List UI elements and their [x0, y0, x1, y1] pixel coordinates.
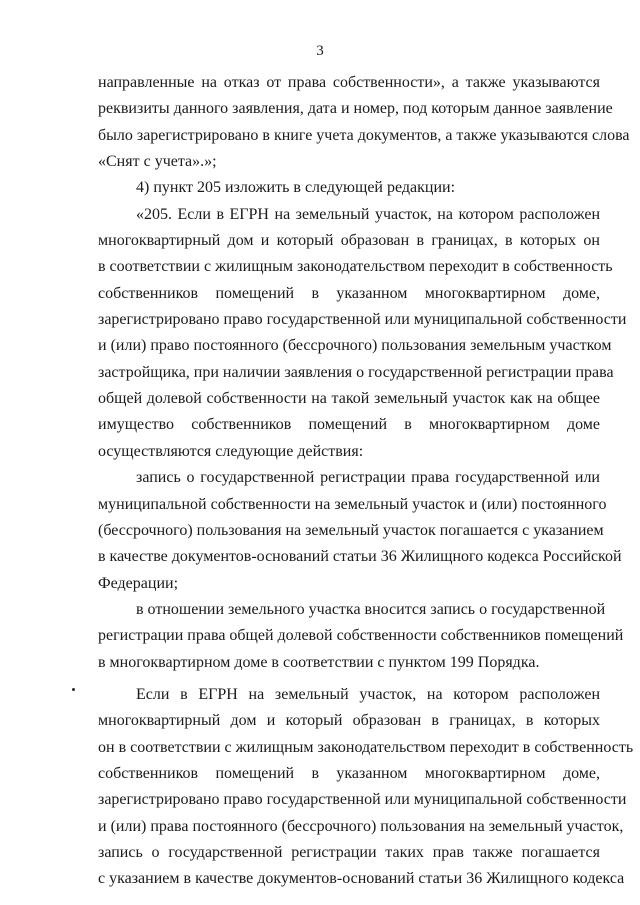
- text-line: в многоквартирном доме в соответствии с пунктом 199 Порядка.: [98, 653, 540, 671]
- text-line: зарегистрировано право государственной или муниципальной собственности: [98, 311, 627, 329]
- text-line: многоквартирный дом и который образован в границах, в которых: [98, 712, 600, 730]
- text-line: и (или) права постоянного (бессрочного) пользования на земельный участок,: [98, 817, 624, 835]
- text-line: «Снят с учета».»;: [98, 153, 217, 171]
- text-line: (бессрочного) пользования на земельный участок погашается с указанием: [98, 521, 604, 539]
- text-line: зарегистрировано право государственной или муниципальной собственности: [98, 791, 627, 809]
- paragraph: [98, 70, 630, 175]
- text-line: запись о государственной регистрации таких прав также погашается: [98, 843, 600, 861]
- text-line: застройщика, при наличии заявления о государственной регистрации права: [98, 363, 614, 381]
- page-number: 3: [316, 43, 324, 59]
- text-line: реквизиты данного заявления, дата и номер, под которым данное заявление: [98, 100, 613, 118]
- text-line: многоквартирный дом и который образован в границах, в которых он: [98, 232, 600, 250]
- text-line: «205. Если в ЕГРН на земельный участок, на котором расположен: [136, 205, 600, 223]
- text-line: 4) пункт 205 изложить в следующей редакции:: [136, 179, 456, 197]
- text-line: в соответствии с жилищным законодательством переходит в собственность: [98, 258, 613, 276]
- text-line: собственников помещений в указанном многоквартирном доме,: [98, 284, 600, 302]
- paragraph: [98, 465, 622, 597]
- text-line: запись о государственной регистрации права государственной или: [136, 469, 600, 487]
- text-line: было зарегистрировано в книге учета документов, а также указываются слова: [98, 126, 630, 144]
- document-body: [98, 70, 634, 893]
- paragraph: [98, 682, 634, 893]
- text-line: осуществляются следующие действия:: [98, 442, 364, 460]
- text-line: регистрации права общей долевой собственности собственников помещений: [98, 627, 624, 645]
- text-line: муниципальной собственности на земельный участок и (или) постоянного: [98, 495, 607, 513]
- text-line: имущество собственников помещений в многоквартирном доме: [98, 416, 600, 434]
- paragraph: [98, 202, 627, 465]
- text-line: с указанием в качестве документов-оснований статьи 36 Жилищного кодекса: [98, 870, 625, 888]
- text-line: собственников помещений в указанном многоквартирном доме,: [98, 764, 600, 782]
- stray-mark: [72, 688, 75, 691]
- text-line: в отношении земельного участка вносится запись о государственной: [136, 600, 606, 618]
- text-line: в качестве документов-оснований статьи 36 Жилищного кодекса Российской: [98, 548, 622, 566]
- paragraph: [98, 175, 600, 201]
- text-line: он в соответствии с жилищным законодательством переходит в собственность: [98, 738, 634, 756]
- text-line: Федерации;: [98, 574, 179, 592]
- text-line: Если в ЕГРН на земельный участок, на котором расположен: [136, 685, 600, 703]
- paragraph: [98, 597, 624, 676]
- text-line: направленные на отказ от права собственности», а также указываются: [98, 74, 600, 91]
- text-line: общей долевой собственности на такой земельный участок как на общее: [98, 390, 600, 408]
- text-line: и (или) право постоянного (бессрочного) пользования земельным участком: [98, 337, 612, 355]
